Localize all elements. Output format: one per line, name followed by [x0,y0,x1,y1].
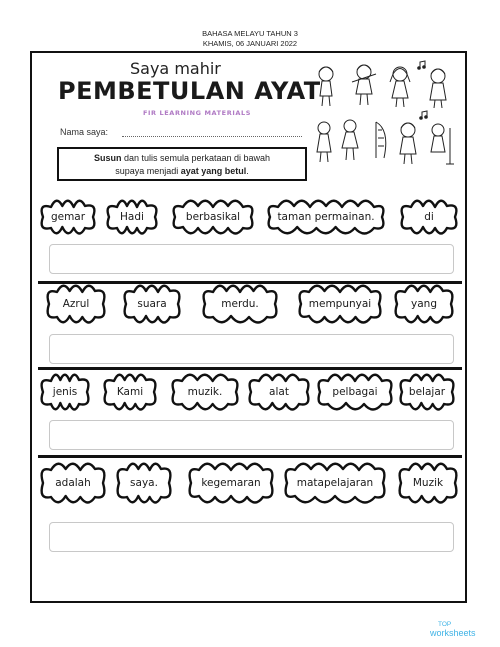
word-cloud [296,283,384,325]
word-cloud [121,283,183,325]
name-label: Nama saya: [60,127,109,137]
word-cloud [170,198,256,236]
cloud-word: merdu. [221,298,259,310]
answer-box-4[interactable] [49,522,454,552]
instruction-text-1: dan tulis semula perkataan di bawah [121,153,271,163]
divider-1 [38,281,462,284]
brand-top: TOP [438,621,452,628]
worksheet-tagline: FIR LEARNING MATERIALS [143,109,251,117]
answer-box-2[interactable] [49,334,454,364]
cloud-word: mempunyai [308,298,372,310]
word-cloud [38,198,98,236]
word-cloud [114,461,174,505]
word-cloud [44,283,108,325]
word-cloud [397,372,457,412]
instruction-bold-2: ayat yang betul [180,166,247,176]
divider-2 [38,367,462,370]
instruction-bold-1: Susun [93,153,122,163]
cloud-word: di [424,211,434,223]
instruction-text-2: supaya menjadi [115,166,181,176]
cloud-word: jenis [52,386,78,398]
cloud-word: alat [269,386,289,398]
word-cloud [396,461,460,505]
brand-bottom: worksheets [430,628,476,638]
cloud-word: pelbagai [332,386,378,398]
word-cloud [392,283,456,325]
cloud-word: taman permainan. [277,211,375,223]
cloud-word: saya. [130,477,158,489]
word-cloud [265,198,387,236]
cloud-word: matapelajaran [296,477,374,489]
word-cloud [38,461,108,505]
cloud-word: Muzik [412,477,444,489]
word-cloud [200,283,280,325]
worksheet-subtitle: Saya mahir [130,59,221,78]
cloud-word: Hadi [120,211,144,223]
cloud-word: yang [411,298,437,310]
cloud-word: belajar [408,386,446,398]
word-cloud [104,198,160,236]
instruction-box [57,147,307,181]
answer-box-1[interactable] [49,244,454,274]
cloud-word: adalah [55,477,91,489]
cloud-word: berbasikal [185,211,241,223]
name-line [122,136,302,137]
word-cloud [186,461,276,505]
cloud-word: Azrul [62,298,90,310]
music-kids-illustration [312,60,460,168]
cloud-word: suara [137,298,167,310]
header-subject: BAHASA MELAYU TAHUN 3 [202,29,298,38]
brand-logo [430,620,476,638]
header-date: KHAMIS, 06 JANUARI 2022 [202,39,298,48]
instruction-end: . [246,166,249,176]
word-cloud [246,372,312,412]
answer-box-3[interactable] [49,420,454,450]
word-cloud [282,461,388,505]
cloud-word: kegemaran [201,477,261,489]
word-cloud [398,198,460,236]
word-cloud [169,372,241,412]
cloud-word: gemar [50,211,86,223]
cloud-word: muzik. [187,386,223,398]
word-cloud [38,372,92,412]
word-cloud [315,372,395,412]
worksheet-title: PEMBETULAN AYAT [58,77,321,105]
cloud-word: Kami [116,386,144,398]
word-cloud [101,372,159,412]
divider-3 [38,455,462,458]
